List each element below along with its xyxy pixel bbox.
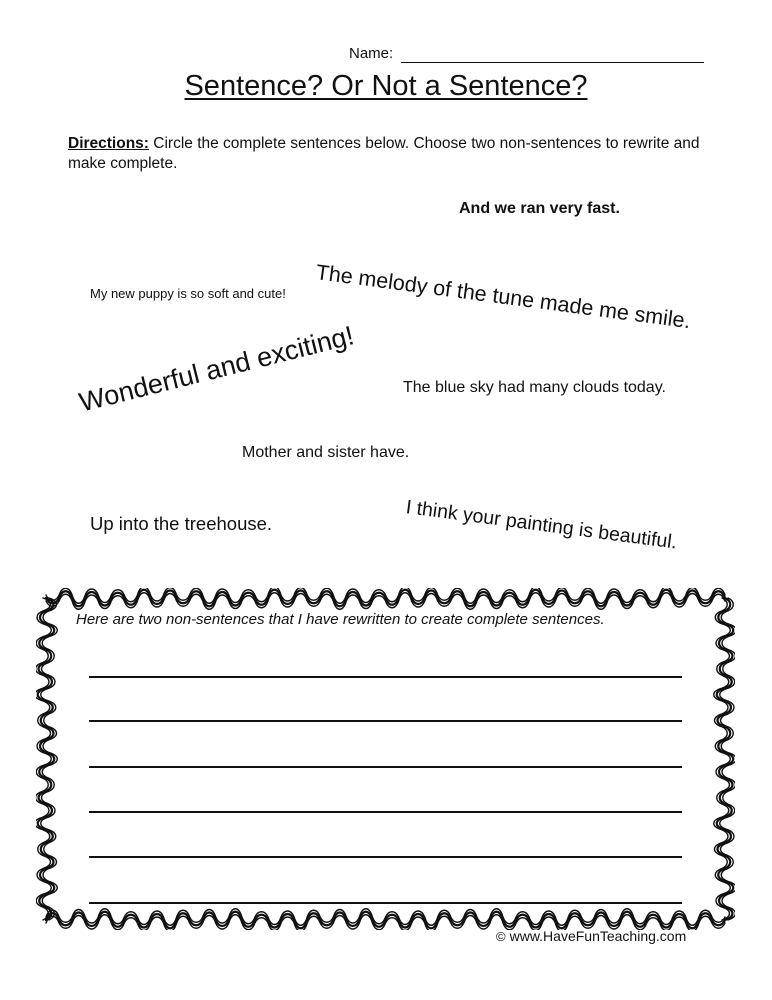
rewrite-box-heading: Here are two non-sentences that I have rewritten to create complete sentences. — [76, 611, 605, 628]
writing-line[interactable] — [89, 856, 682, 858]
writing-line[interactable] — [89, 766, 682, 768]
page-title: Sentence? Or Not a Sentence? — [184, 70, 588, 102]
sentence-item[interactable]: The melody of the tune made me smile. — [314, 260, 693, 334]
sentence-item[interactable]: Up into the treehouse. — [90, 513, 273, 534]
sentence-item[interactable]: Mother and sister have. — [242, 444, 410, 461]
directions-text: Circle the complete sentences below. Choose two non-sentences to rewrite and make complete. — [68, 135, 700, 172]
sentence-item[interactable]: I think your painting is beautiful. — [404, 496, 679, 554]
directions-label: Directions: — [68, 135, 149, 152]
copyright-notice — [496, 928, 686, 944]
sentence-item[interactable]: And we ran very fast. — [459, 200, 620, 217]
name-write-line[interactable] — [401, 62, 704, 63]
writing-line[interactable] — [89, 676, 682, 678]
writing-line[interactable] — [89, 811, 682, 813]
name-label: Name: — [349, 45, 394, 62]
scribble-stroke — [46, 590, 725, 607]
site-url: www.HaveFunTeaching.com — [509, 928, 687, 944]
copyright-icon: © — [496, 929, 506, 944]
scribble-stroke — [46, 912, 725, 929]
writing-line[interactable] — [89, 902, 682, 904]
sentence-item[interactable]: Wonderful and exciting! — [76, 320, 357, 418]
writing-line[interactable] — [89, 720, 682, 722]
directions — [68, 134, 708, 174]
sentence-item[interactable]: The blue sky had many clouds today. — [403, 379, 666, 396]
scribble-border — [36, 588, 735, 930]
sentence-item[interactable]: My new puppy is so soft and cute! — [90, 286, 286, 301]
scribble-border-frame — [36, 588, 735, 930]
